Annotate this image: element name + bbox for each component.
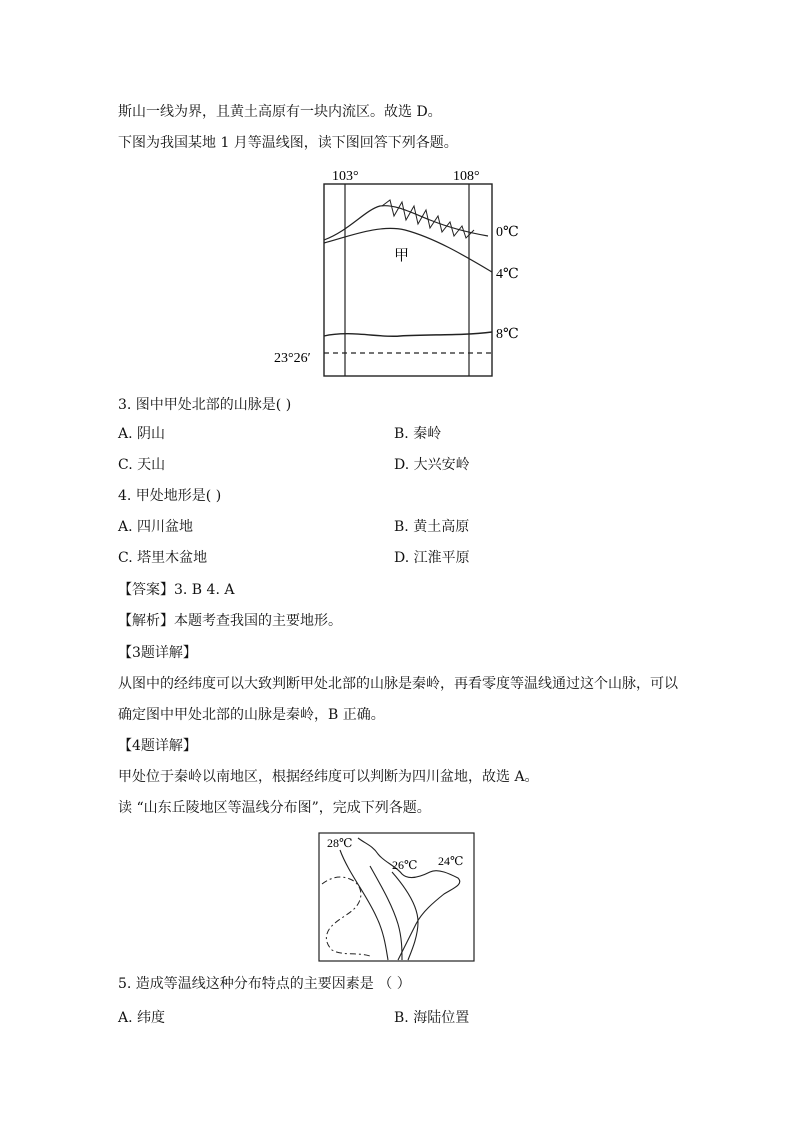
q5-option-a: A. 纬度 <box>118 1010 166 1026</box>
q3-detail-line2: 确定图中甲处北部的山脉是秦岭，B 正确。 <box>118 707 385 723</box>
q3-detail-heading: 【3题详解】 <box>118 645 197 661</box>
shandong-isotherm-figure <box>318 832 478 964</box>
q4-detail-line: 甲处位于秦岭以南地区，根据经纬度可以判断为四川盆地，故选 A。 <box>118 769 539 785</box>
isotherm-8 <box>324 332 492 336</box>
analysis-line: 【解析】本题考查我国的主要地形。 <box>118 613 342 629</box>
isotherm-0 <box>324 206 488 240</box>
q4-detail-heading: 【4题详解】 <box>118 738 197 754</box>
mountain-ridge <box>382 200 474 238</box>
answer-line: 【答案】3. B 4. A <box>118 582 235 598</box>
q5-option-b: B. 海陆位置 <box>394 1010 470 1026</box>
province-boundary <box>322 877 370 956</box>
tropic-label: 23°26′ <box>274 351 311 366</box>
question-3: 3. 图中甲处北部的山脉是( ) <box>118 397 292 413</box>
question-5: 5. 造成等温线这种分布特点的主要因素是 （ ） <box>118 976 411 992</box>
iso-24-label: 24℃ <box>438 854 464 868</box>
q4-option-d: D. 江淮平原 <box>394 550 470 566</box>
lon-103-label: 103° <box>332 169 359 184</box>
map2-frame <box>319 833 474 961</box>
figure2-intro: 读 “山东丘陵地区等温线分布图”，完成下列各题。 <box>118 800 431 816</box>
q3-detail-line1: 从图中的经纬度可以大致判断甲处北部的山脉是秦岭，再看零度等温线通过这个山脉，可以 <box>118 676 678 692</box>
figure-intro: 下图为我国某地 1 月等温线图，读下图回答下列各题。 <box>118 135 458 151</box>
q4-option-b: B. 黄土高原 <box>394 519 470 535</box>
paragraph-continuation: 斯山一线为界，且黄土高原有一块内流区。故选 D。 <box>118 104 442 120</box>
q3-option-d: D. 大兴安岭 <box>394 457 470 473</box>
iso-4-label: 4℃ <box>496 267 519 282</box>
q3-option-b: B. 秦岭 <box>394 426 442 442</box>
iso-26-label: 26℃ <box>392 858 418 872</box>
isotherm-map-figure <box>270 160 519 380</box>
q4-option-a: A. 四川盆地 <box>118 519 194 535</box>
place-label-jia: 甲 <box>394 248 410 264</box>
iso-28-label: 28℃ <box>327 836 353 850</box>
q3-option-c: C. 天山 <box>118 457 166 473</box>
iso-0-label: 0℃ <box>496 225 519 240</box>
isotherm-28 <box>340 850 388 960</box>
map-frame <box>324 184 492 376</box>
iso-8-label: 8℃ <box>496 327 519 342</box>
lon-108-label: 108° <box>453 169 480 184</box>
q3-option-a: A. 阴山 <box>118 426 166 442</box>
question-4: 4. 甲处地形是( ) <box>118 488 222 504</box>
q4-option-c: C. 塔里木盆地 <box>118 550 208 566</box>
